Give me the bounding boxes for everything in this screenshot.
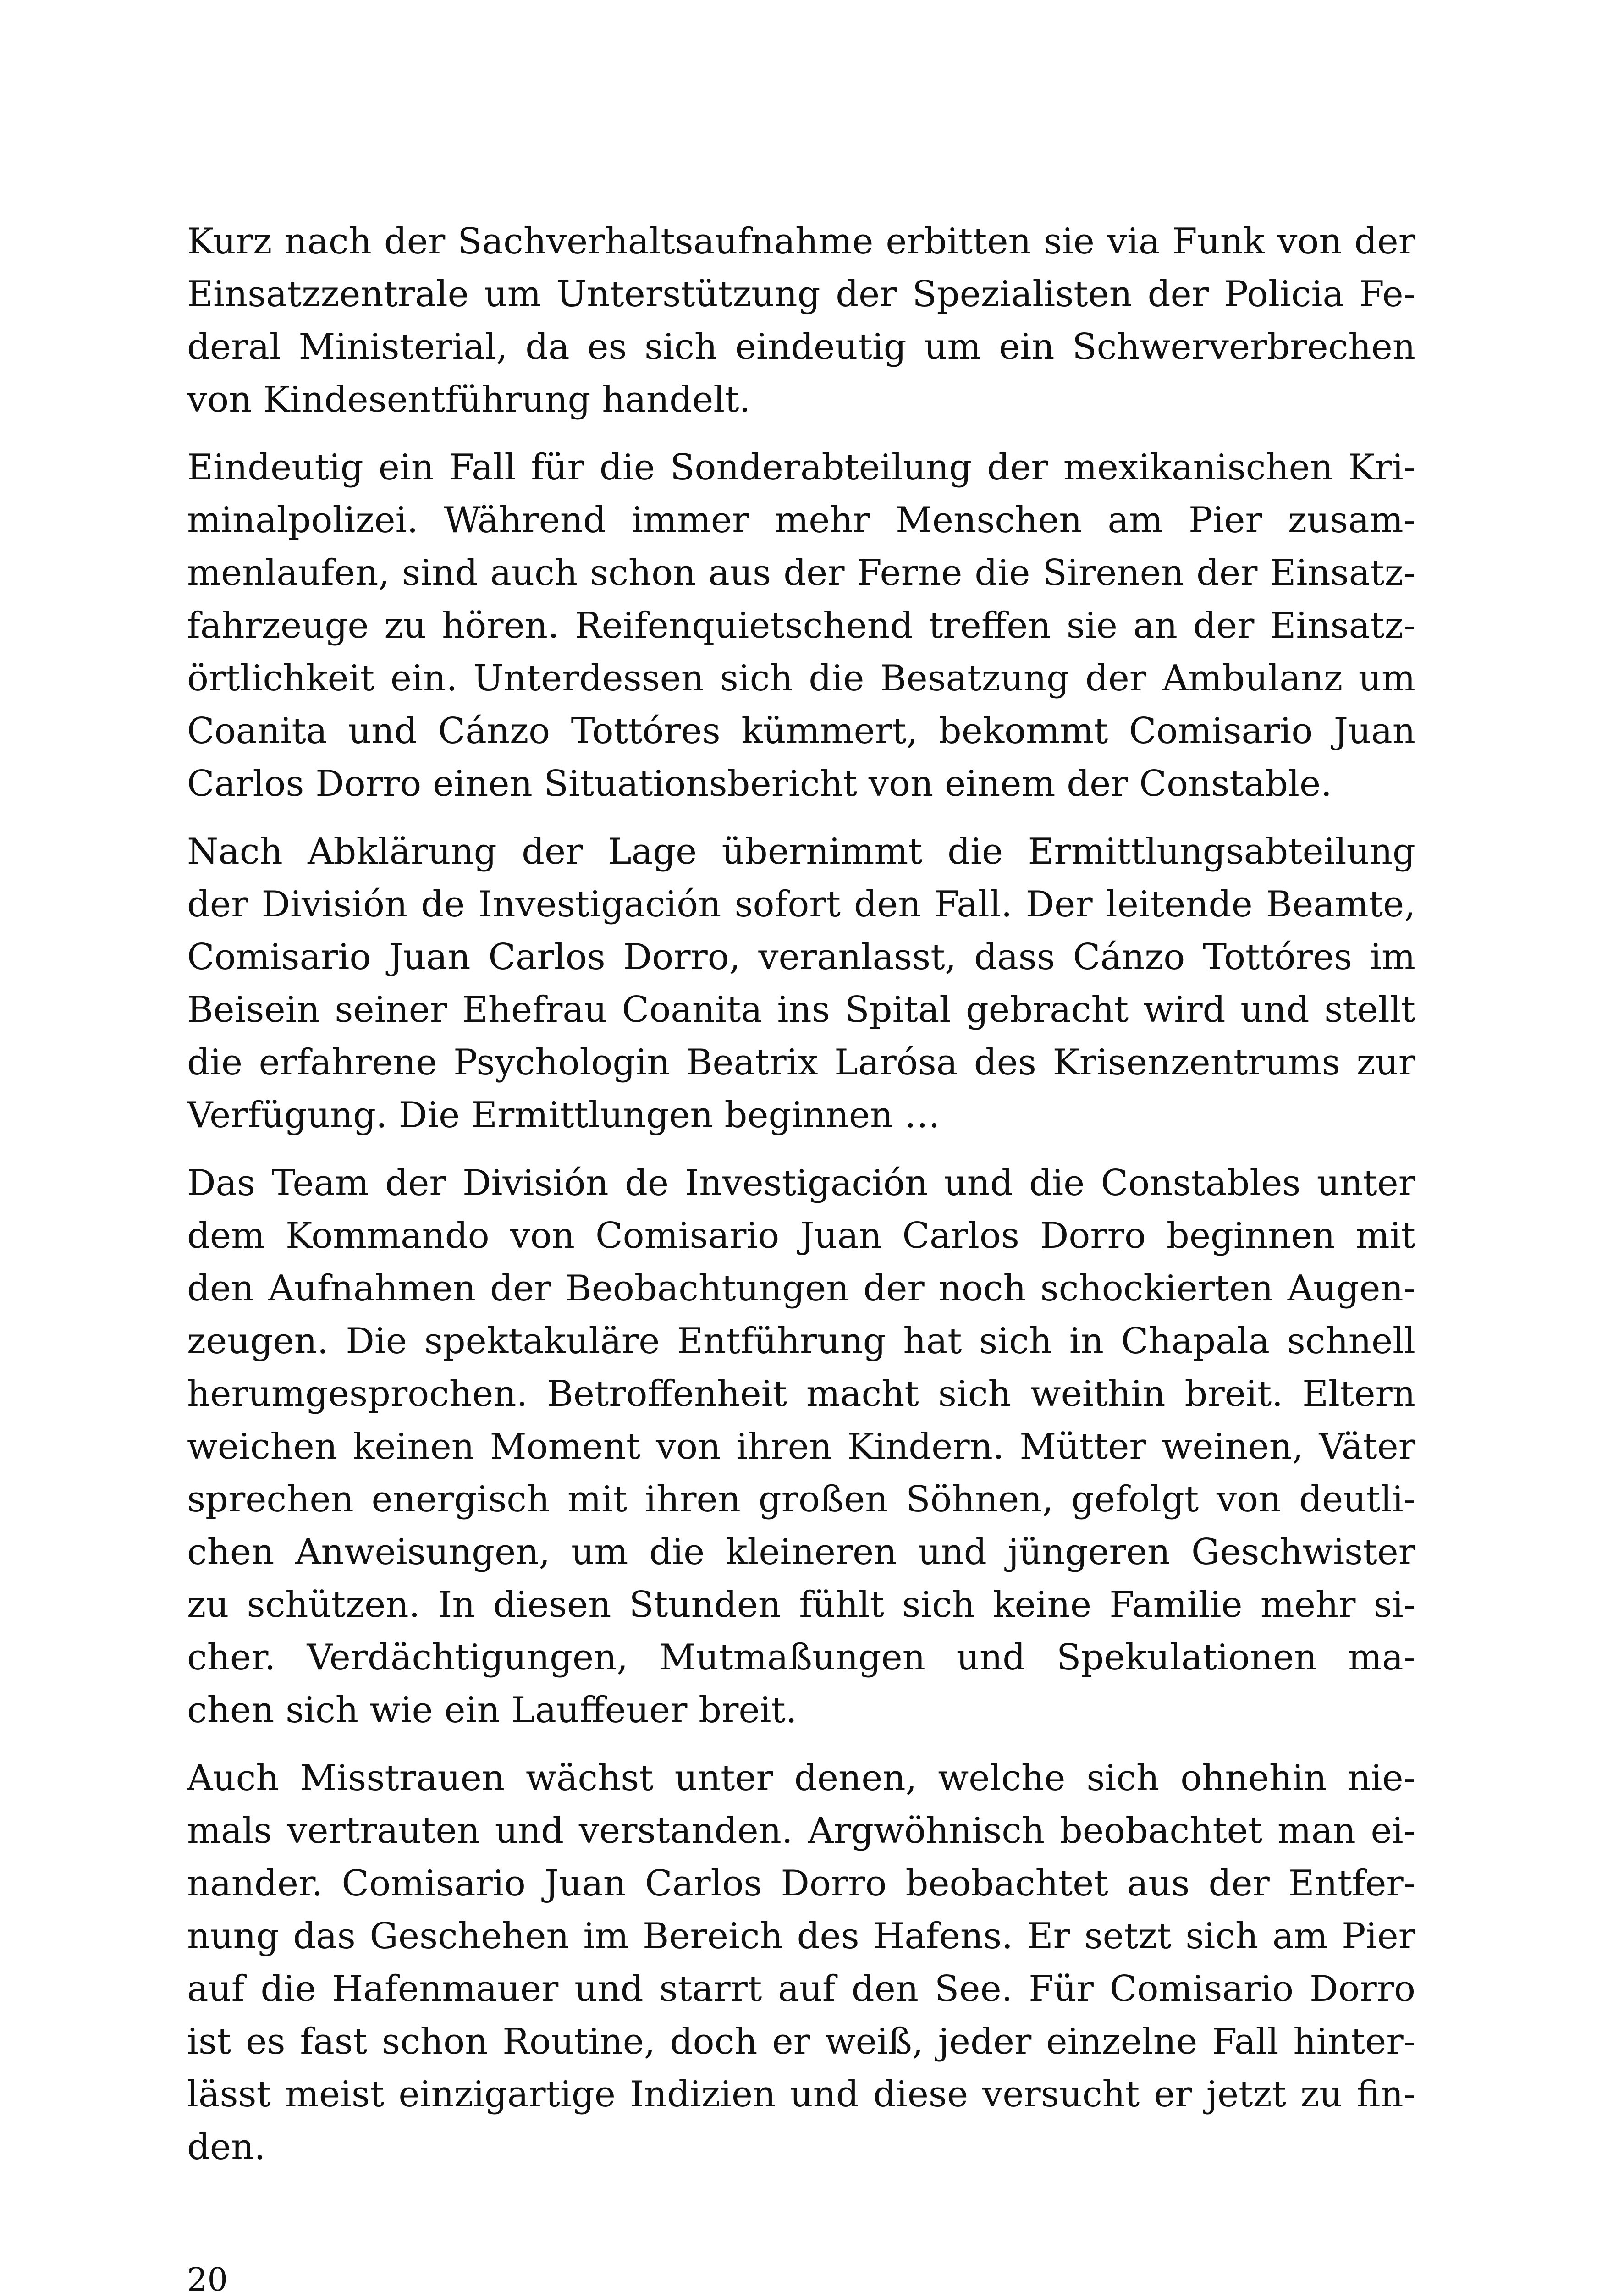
- body-text: [187, 215, 1415, 2189]
- page-number: 20: [187, 2261, 228, 2292]
- text-line: Coanita und Cánzo Tottóres kümmert, bekommt Comisario Juan: [187, 711, 1415, 752]
- text-line: örtlichkeit ein. Unterdessen sich die Besatzung der Ambulanz um: [187, 658, 1415, 699]
- text-line: minalpolizei. Während immer mehr Menschen am Pier zusam-: [187, 500, 1415, 541]
- text-line: auf die Hafenmauer und starrt auf den See. Für Comisario Dorro: [187, 1968, 1415, 2010]
- text-line: Carlos Dorro einen Situationsbericht von einem der Constable.: [187, 763, 1332, 804]
- paragraph-4: [187, 1157, 1415, 1737]
- text-line: Beisein seiner Ehefrau Coanita ins Spital gebracht wird und stellt: [187, 989, 1415, 1030]
- text-line: sprechen energisch mit ihren großen Söhnen, gefolgt von deutli-: [187, 1479, 1415, 1520]
- text-line: den.: [187, 2127, 266, 2168]
- text-line: dem Kommando von Comisario Juan Carlos Dorro beginnen mit: [187, 1215, 1415, 1256]
- text-line: lässt meist einzigartige Indizien und diese versucht er jetzt zu fin-: [187, 2074, 1415, 2115]
- text-line: Nach Abklärung der Lage übernimmt die Ermittlungsabteilung: [187, 831, 1415, 872]
- text-line: nung das Geschehen im Bereich des Hafens. Er setzt sich am Pier: [187, 1916, 1415, 1957]
- paragraph-5: [187, 1752, 1415, 2174]
- paragraph-2: [187, 441, 1415, 810]
- text-line: den Aufnahmen der Beobachtungen der noch schockierten Augen-: [187, 1268, 1415, 1309]
- text-line: fahrzeuge zu hören. Reifenquietschend treffen sie an der Einsatz-: [187, 605, 1415, 646]
- text-line: Verfügung. Die Ermittlungen beginnen …: [187, 1095, 941, 1136]
- text-line: Eindeutig ein Fall für die Sonderabteilung der mexikanischen Kri-: [187, 447, 1415, 488]
- text-line: Auch Misstrauen wächst unter denen, welche sich ohnehin nie-: [187, 1758, 1415, 1799]
- text-line: Kurz nach der Sachverhaltsaufnahme erbitten sie via Funk von der: [187, 221, 1415, 262]
- text-line: Comisario Juan Carlos Dorro, veranlasst, dass Cánzo Tottóres im: [187, 937, 1415, 978]
- text-line: cher. Verdächtigungen, Mutmaßungen und Spekulationen ma-: [187, 1637, 1415, 1678]
- paragraph-1: [187, 215, 1415, 426]
- text-line: menlaufen, sind auch schon aus der Ferne die Sirenen der Einsatz-: [187, 552, 1415, 594]
- text-line: Einsatzzentrale um Unterstützung der Spezialisten der Policia Fe-: [187, 274, 1415, 315]
- text-line: nander. Comisario Juan Carlos Dorro beobachtet aus der Entfer-: [187, 1863, 1415, 1904]
- text-line: ist es fast schon Routine, doch er weiß, jeder einzelne Fall hinter-: [187, 2021, 1415, 2062]
- text-line: chen sich wie ein Lauffeuer breit.: [187, 1690, 797, 1731]
- text-line: chen Anweisungen, um die kleineren und jüngeren Geschwister: [187, 1532, 1415, 1573]
- text-line: deral Ministerial, da es sich eindeutig um ein Schwerverbrechen: [187, 326, 1415, 368]
- text-line: Das Team der División de Investigación und die Constables unter: [187, 1163, 1415, 1204]
- text-line: mals vertrauten und verstanden. Argwöhnisch beobachtet man ei-: [187, 1810, 1415, 1851]
- text-line: zeugen. Die spektakuläre Entführung hat sich in Chapala schnell: [187, 1321, 1415, 1362]
- paragraph-3: [187, 826, 1415, 1142]
- text-line: herumgesprochen. Betroffenheit macht sich weithin breit. Eltern: [187, 1373, 1415, 1415]
- text-line: zu schützen. In diesen Stunden fühlt sich keine Familie mehr si-: [187, 1584, 1415, 1625]
- text-line: der División de Investigación sofort den Fall. Der leitende Beamte,: [187, 884, 1415, 925]
- text-line: von Kindesentführung handelt.: [187, 379, 751, 420]
- text-line: die erfahrene Psychologin Beatrix Larósa des Krisenzentrums zur: [187, 1042, 1415, 1083]
- text-line: weichen keinen Moment von ihren Kindern. Mütter weinen, Väter: [187, 1426, 1415, 1467]
